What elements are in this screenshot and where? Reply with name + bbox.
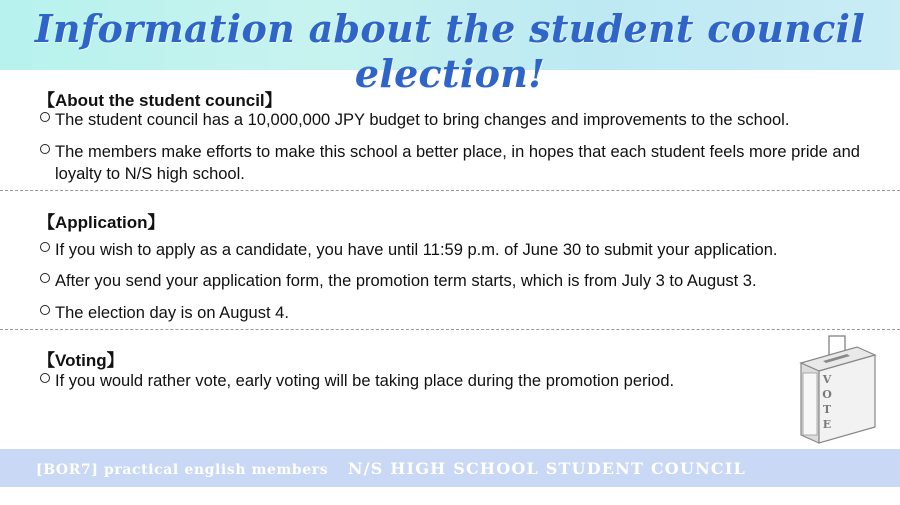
footer-banner <box>0 449 900 487</box>
ballot-letter: V <box>822 373 832 386</box>
circle-bullet-icon <box>40 305 50 315</box>
footer-members-label: [BOR7] practical english members <box>36 462 329 478</box>
page-title: Information about the student council election! <box>34 6 866 96</box>
ballot-letter: T <box>822 403 832 416</box>
section-heading-application: 【Application】 <box>38 213 165 232</box>
circle-bullet-icon <box>40 242 50 252</box>
footer-council-label: N/S HIGH SCHOOL STUDENT COUNCIL <box>347 459 746 478</box>
ballot-letter: O <box>822 388 832 401</box>
section-heading-voting: 【Voting】 <box>38 351 124 370</box>
list-item: The election day is on August 4. <box>40 302 860 324</box>
circle-bullet-icon <box>40 373 50 383</box>
ballot-box-icon <box>795 335 880 447</box>
list-item: If you would rather vote, early voting will be taking place during the promotion period. <box>40 370 780 392</box>
section-heading-about: 【About the student council】 <box>38 91 282 110</box>
list-item: The student council has a 10,000,000 JPY budget to bring changes and improvements to the school. <box>40 109 860 131</box>
list-item: If you wish to apply as a candidate, you have until 11:59 p.m. of June 30 to submit your application. <box>40 239 860 261</box>
footer-text <box>36 459 886 478</box>
circle-bullet-icon <box>40 112 50 122</box>
header-banner <box>0 0 900 96</box>
section-divider <box>0 190 900 191</box>
circle-bullet-icon <box>40 144 50 154</box>
ballot-letter: E <box>822 418 832 431</box>
list-item: After you send your application form, the promotion term starts, which is from July 3 to August 3. <box>40 270 860 292</box>
list-item: The members make efforts to make this school a better place, in hopes that each student feels more pride and loyalty to N/S high school. <box>40 141 860 185</box>
circle-bullet-icon <box>40 273 50 283</box>
section-divider <box>0 329 900 330</box>
